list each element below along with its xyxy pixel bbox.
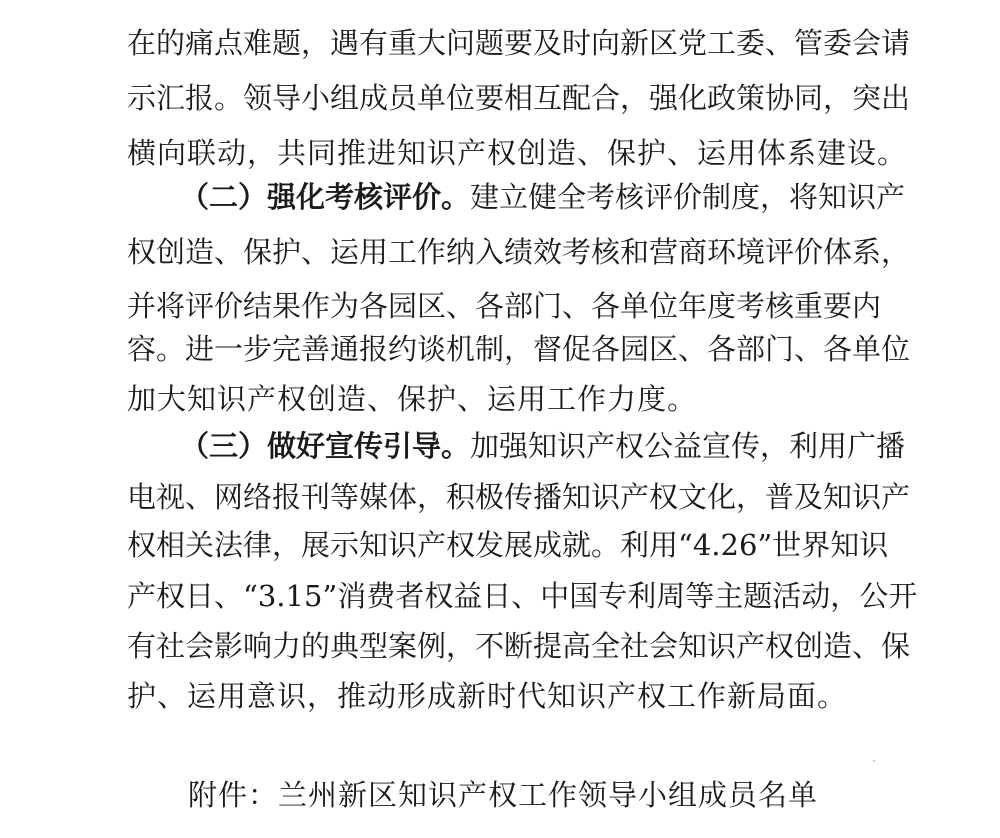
paragraph-line: 护、运用意识，推动形成新时代知识产权工作新局面。 [127,679,848,713]
section-heading: （二）强化考核评价。 [180,180,471,214]
paragraph-first-line [180,180,906,214]
paragraph-line: 容。进一步完善通报约谈机制，督促各园区、各部门、各单位 [127,332,911,366]
paragraph-line: 加大知识产权创造、保护、运用工作力度。 [127,382,698,416]
paragraph-text: 建立健全考核评价制度，将知识产 [470,180,906,214]
paragraph-line: 权创造、保护、运用工作纳入绩效考核和营商环境评价体系， [127,235,911,269]
paragraph-line: 示汇报。领导小组成员单位要相互配合，强化政策协同，突出 [127,81,911,115]
paragraph-line: 有社会影响力的典型案例，不断提高全社会知识产权创造、保 [127,629,911,663]
paragraph-line: 权相关法律，展示知识产权发展成就。利用“4.26”世界知识 [127,528,889,562]
paragraph-line: 产权日、“3.15”消费者权益日、中国专利周等主题活动，公开 [127,579,918,613]
paragraph-first-line [180,429,906,463]
speck-mark [873,760,875,762]
paragraph-line: 在的痛点难题，遇有重大问题要及时向新区党工委、管委会请 [127,26,911,60]
attachment-line: 附件：兰州新区知识产权工作领导小组成员名单 [188,778,819,812]
paragraph-line: 电视、网络报刊等媒体，积极传播知识产权文化，普及知识产 [127,480,911,514]
section-heading: （三）做好宣传引导。 [180,429,471,463]
paragraph-line: 并将评价结果作为各园区、各部门、各单位年度考核重要内 [127,289,882,323]
paragraph-line: 横向联动，共同推进知识产权创造、保护、运用体系建设。 [127,136,908,170]
paragraph-text: 加强知识产权公益宣传，利用广播 [470,429,906,463]
